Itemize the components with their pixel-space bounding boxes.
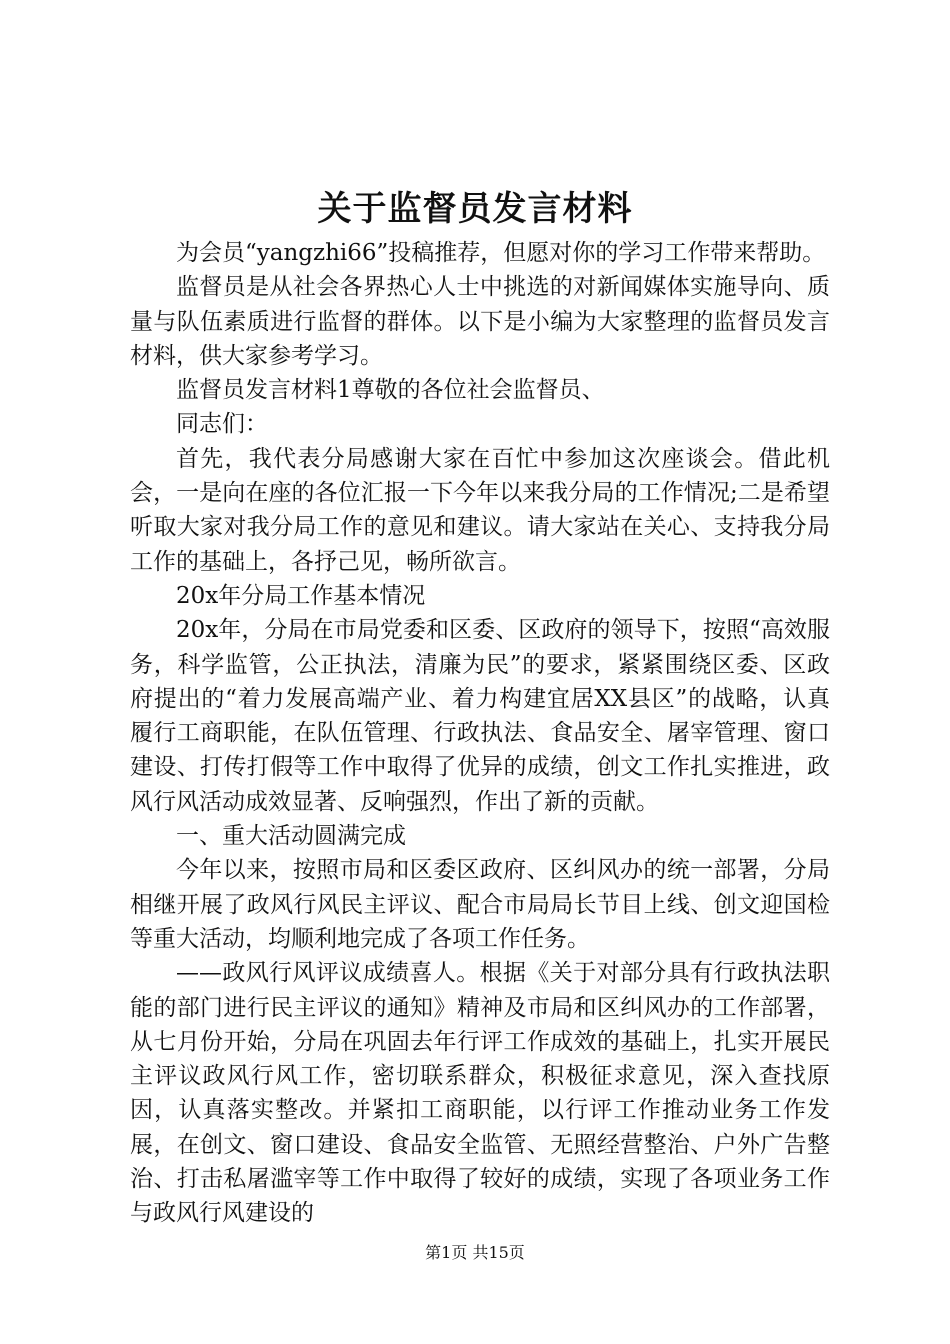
paragraph: 监督员发言材料1尊敬的各位社会监督员、 <box>176 377 605 404</box>
paragraph: 为会员“yangzhi66”投稿推荐，但愿对你的学习工作带来帮助。 <box>176 240 826 266</box>
paragraph: 同志们： <box>176 411 268 438</box>
document-body <box>130 236 830 1231</box>
paragraph: 今年以来，按照市局和区委区政府、区纠风办的统一部署，分局相继开展了政风行风民主评议、配合市局局长节目上线、创文迎国检等重大活动，均顺利地完成了各项工作任务。 <box>130 857 830 952</box>
section-heading: 20x年分局工作基本情况 <box>176 582 426 609</box>
paragraph: ——政风行风评议成绩喜人。根据《关于对部分具有行政执法职能的部门进行民主评议的通知》精神及市局和区纠风办的工作部署，从七月份开始，分局在巩固去年行评工作成效的基础上，扎实开展民主评议政风行风工作，密切联系群众，积极征求意见，深入查找原因，认真落实整改。并紧扣工商职能，以行评工作推动业务工作发展，在创文、窗口建设、食品安全监管、无照经营整治、户外广告整治、打击私屠滥宰等工作中取得了较好的成绩，实现了各项业务工作与政风行风建设的 <box>130 960 830 1227</box>
document-title: 关于监督员发言材料 <box>317 189 633 229</box>
paragraph: 首先，我代表分局感谢大家在百忙中参加这次座谈会。借此机会，一是向在座的各位汇报一下今年以来我分局的工作情况;二是希望听取大家对我分局工作的意见和建议。请大家站在关心、支持我分局工作的基础上，各抒己见，畅所欲言。 <box>130 445 830 575</box>
paragraph: 监督员是从社会各界热心人士中挑选的对新闻媒体实施导向、质量与队伍素质进行监督的群体。以下是小编为大家整理的监督员发言材料，供大家参考学习。 <box>130 274 830 369</box>
section-heading: 一、重大活动圆满完成 <box>176 823 406 850</box>
paragraph: 20x年，分局在市局党委和区委、区政府的领导下，按照“高效服务，科学监管，公正执法，清廉为民”的要求，紧紧围绕区委、区政府提出的“着力发展高端产业、着力构建宜居XX县区”的战略，认真履行工商职能，在队伍管理、行政执法、食品安全、屠宰管理、窗口建设、打传打假等工作中取得了优异的成绩，创文工作扎实推进，政风行风活动成效显著、反响强烈，作出了新的贡献。 <box>130 617 830 815</box>
page-number-footer: 第1页 共15页 <box>425 1243 525 1262</box>
